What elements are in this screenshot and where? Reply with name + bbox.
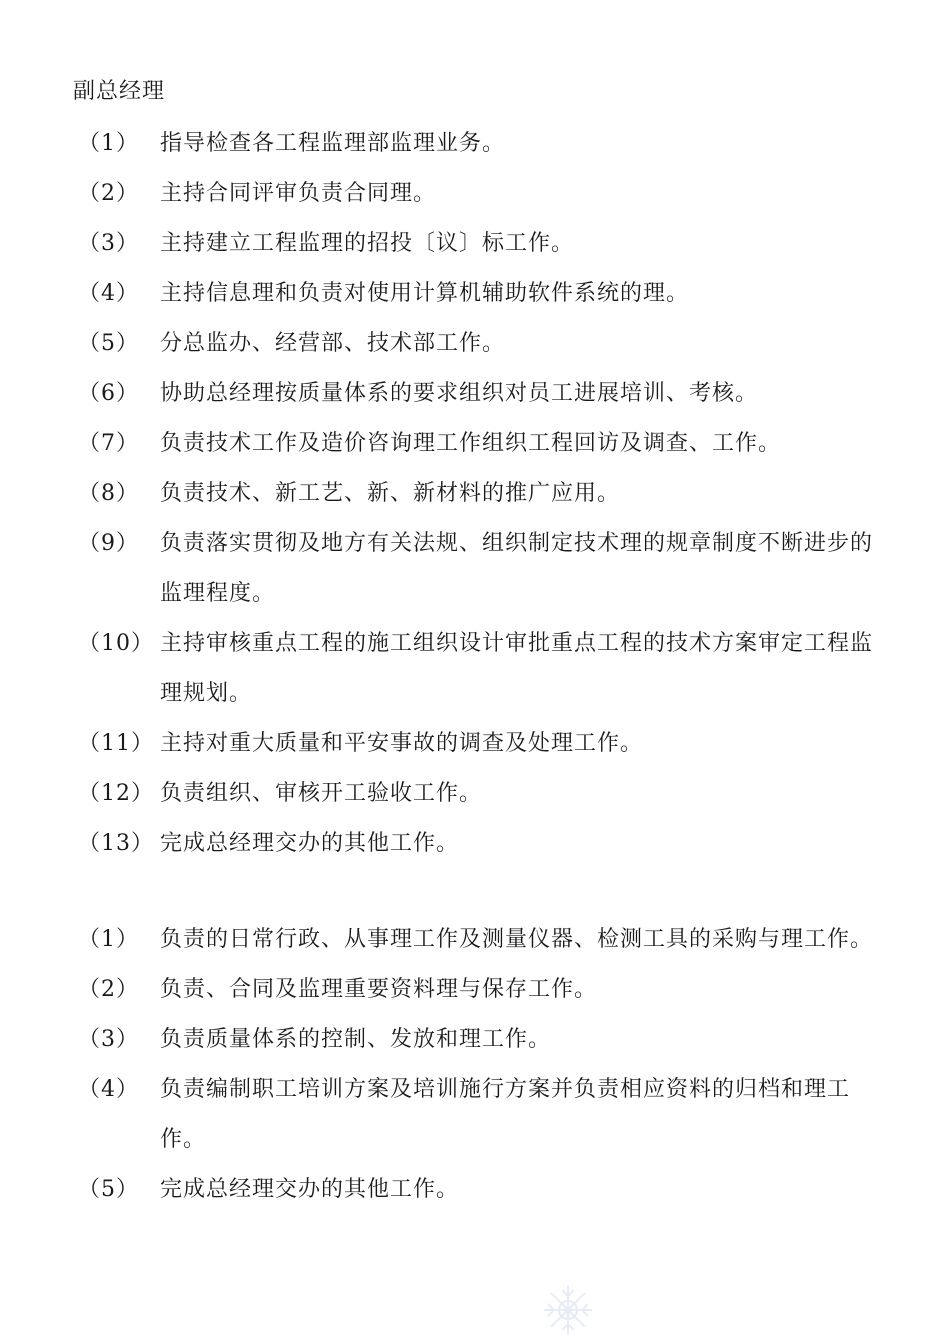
item-text: 协助总经理按质量体系的要求组织对员工进展培训、考核。 [160,381,759,406]
item-number: （5） [78,331,139,356]
section-heading: 副总经理 [73,79,166,104]
item-number: （8） [78,481,139,506]
list-item [78,619,878,719]
item-number: （2） [78,181,139,206]
item-text: 负责质量体系的控制、发放和理工作。 [160,1027,552,1052]
list-item [78,1165,878,1215]
list-item [78,519,878,619]
item-text: 主持建立工程监理的招投〔议〕标工作。 [160,231,575,256]
item-text: 主持信息理和负责对使用计算机辅助软件系统的理。 [160,281,690,306]
list-item [78,119,878,169]
list-item [78,769,878,819]
item-number: （4） [78,1077,139,1102]
list-item [78,369,878,419]
item-text: 负责的日常行政、从事理工作及测量仪器、检测工具的采购与理工作。 [160,927,874,952]
list-item [78,269,878,319]
item-text: 主持审核重点工程的施工组织设计审批重点工程的技术方案审定工程监理规划。 [160,631,874,706]
list-item [78,1065,878,1165]
item-number: （12） [78,781,154,806]
duty-list-office [78,915,878,1215]
item-number: （1） [78,927,139,952]
item-text: 完成总经理交办的其他工作。 [160,1177,460,1202]
duty-list-deputy-gm [78,119,878,869]
item-text: 负责技术、新工艺、新、新材料的推广应用。 [160,481,621,506]
list-item [78,1015,878,1065]
list-item [78,719,878,769]
item-number: （10） [78,631,154,656]
list-item [78,419,878,469]
list-item [78,219,878,269]
item-text: 负责组织、审核开工验收工作。 [160,781,483,806]
item-text: 主持合同评审负责合同理。 [160,181,437,206]
item-text: 负责编制职工培训方案及培训施行方案并负责相应资料的归档和理工作。 [160,1077,851,1152]
item-number: （4） [78,281,139,306]
item-number: （1） [78,131,139,156]
list-item [78,965,878,1015]
item-text: 分总监办、经营部、技术部工作。 [160,331,506,356]
list-item [78,915,878,965]
item-number: （3） [78,1027,139,1052]
item-number: （5） [78,1177,139,1202]
item-number: （7） [78,431,139,456]
item-text: 负责技术工作及造价咨询理工作组织工程回访及调查、工作。 [160,431,782,456]
item-number: （6） [78,381,139,406]
list-item [78,169,878,219]
snowflake-watermark-icon [540,1282,596,1338]
item-number: （9） [78,531,139,556]
list-item [78,819,878,869]
item-number: （2） [78,977,139,1002]
list-item [78,469,878,519]
list-item [78,319,878,369]
item-text: 负责落实贯彻及地方有关法规、组织制定技术理的规章制度不断进步的监理程度。 [160,531,874,606]
item-text: 完成总经理交办的其他工作。 [160,831,460,856]
item-number: （3） [78,231,139,256]
item-number: （11） [78,731,154,756]
item-text: 主持对重大质量和平安事故的调查及处理工作。 [160,731,644,756]
item-number: （13） [78,831,154,856]
item-text: 负责、合同及监理重要资料理与保存工作。 [160,977,598,1002]
item-text: 指导检查各工程监理部监理业务。 [160,131,506,156]
